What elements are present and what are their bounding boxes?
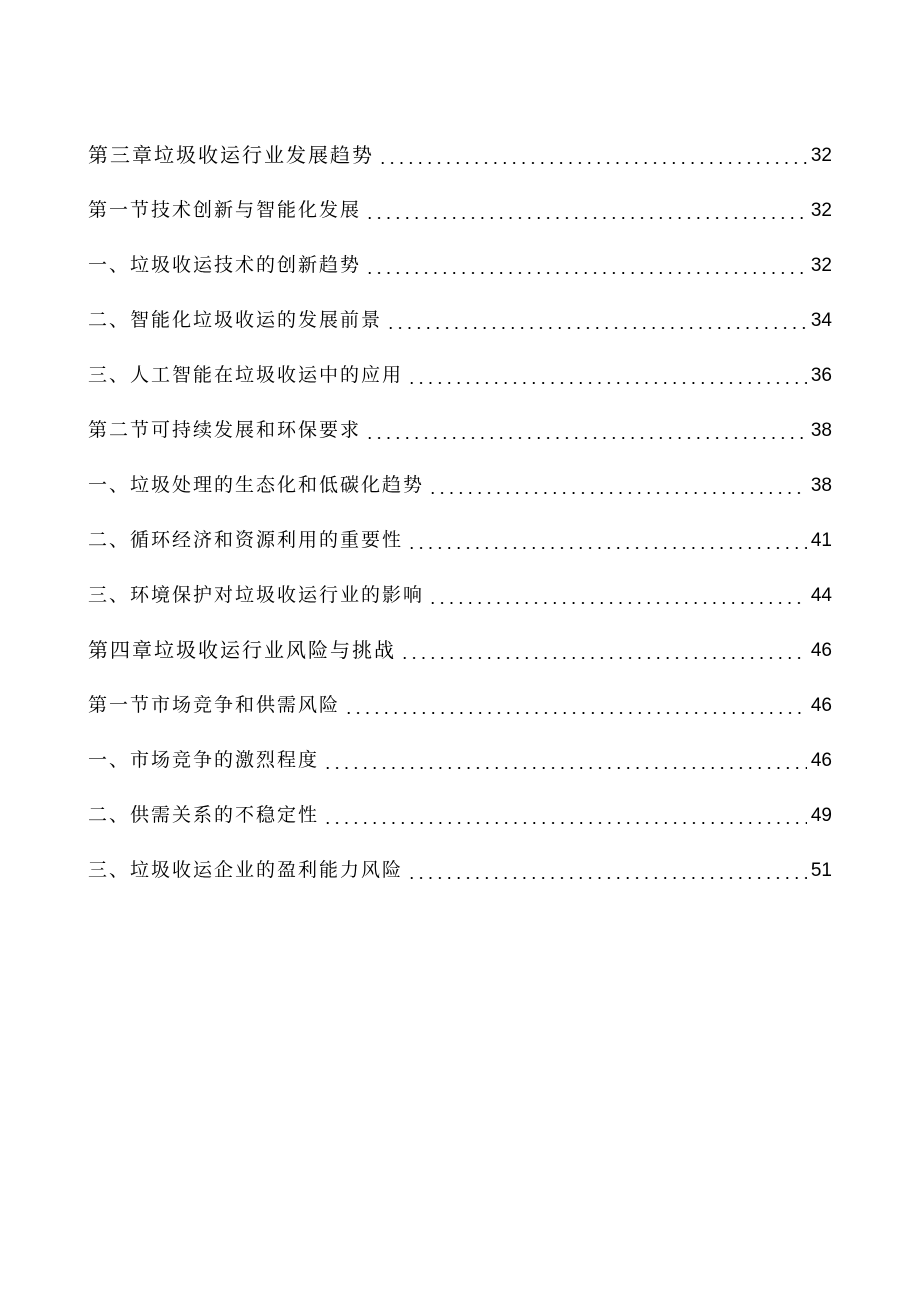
dot-leader <box>407 365 807 385</box>
dot-leader <box>386 310 807 330</box>
toc-entry-page-number: 41 <box>810 530 832 551</box>
dot-leader <box>378 145 807 165</box>
dot-leader <box>323 805 807 825</box>
toc-entry-title: 一、市场竞争的激烈程度 <box>88 749 320 771</box>
toc-entry-title: 二、供需关系的不稳定性 <box>88 804 320 826</box>
toc-entry-page-number: 36 <box>810 365 832 386</box>
dot-leader <box>428 475 807 495</box>
toc-entry[interactable] <box>88 442 832 497</box>
toc-entry[interactable] <box>88 607 832 662</box>
toc-entry-page-number: 51 <box>810 860 832 881</box>
toc-entry[interactable] <box>88 277 832 332</box>
toc-entry[interactable] <box>88 497 832 552</box>
toc-entry-title: 三、垃圾收运企业的盈利能力风险 <box>88 859 404 881</box>
dot-leader <box>407 860 807 880</box>
dot-leader <box>344 695 807 715</box>
dot-leader <box>428 585 807 605</box>
toc-entry[interactable] <box>88 167 832 222</box>
toc-entry[interactable] <box>88 112 832 167</box>
toc-entry-page-number: 44 <box>810 585 832 606</box>
toc-entry-title: 第一节技术创新与智能化发展 <box>88 199 362 221</box>
toc-entry[interactable] <box>88 827 832 882</box>
dot-leader <box>400 640 807 660</box>
dot-leader <box>365 200 807 220</box>
dot-leader <box>365 420 807 440</box>
toc-entry[interactable] <box>88 332 832 387</box>
toc-entry[interactable] <box>88 717 832 772</box>
toc-entry-page-number: 46 <box>810 640 832 661</box>
toc-entry-page-number: 32 <box>810 200 832 221</box>
toc-entry[interactable] <box>88 662 832 717</box>
toc-entry[interactable] <box>88 387 832 442</box>
toc-entry-page-number: 32 <box>810 145 832 166</box>
toc-entry-title: 第三章垃圾收运行业发展趋势 <box>88 143 374 167</box>
toc-entry-page-number: 38 <box>810 475 832 496</box>
dot-leader <box>323 750 807 770</box>
toc-entry-title: 一、垃圾处理的生态化和低碳化趋势 <box>88 474 425 496</box>
toc-entry-page-number: 38 <box>810 420 832 441</box>
toc-entry[interactable] <box>88 772 832 827</box>
toc-entry-page-number: 46 <box>810 750 832 771</box>
toc-entry-title: 二、循环经济和资源利用的重要性 <box>88 529 404 551</box>
toc-entry-title: 三、人工智能在垃圾收运中的应用 <box>88 364 404 386</box>
toc-entry-page-number: 49 <box>810 805 832 826</box>
toc-entry-title: 一、垃圾收运技术的创新趋势 <box>88 254 362 276</box>
toc-entry-title: 第四章垃圾收运行业风险与挑战 <box>88 638 396 662</box>
toc-entry-title: 二、智能化垃圾收运的发展前景 <box>88 309 383 331</box>
toc-entry-page-number: 32 <box>810 255 832 276</box>
toc-entry[interactable] <box>88 552 832 607</box>
toc-entry-title: 三、环境保护对垃圾收运行业的影响 <box>88 584 425 606</box>
table-of-contents <box>88 112 832 882</box>
dot-leader <box>407 530 807 550</box>
toc-entry-title: 第一节市场竞争和供需风险 <box>88 694 341 716</box>
toc-entry[interactable] <box>88 222 832 277</box>
toc-entry-page-number: 46 <box>810 695 832 716</box>
toc-entry-page-number: 34 <box>810 310 832 331</box>
dot-leader <box>365 255 807 275</box>
toc-entry-title: 第二节可持续发展和环保要求 <box>88 419 362 441</box>
